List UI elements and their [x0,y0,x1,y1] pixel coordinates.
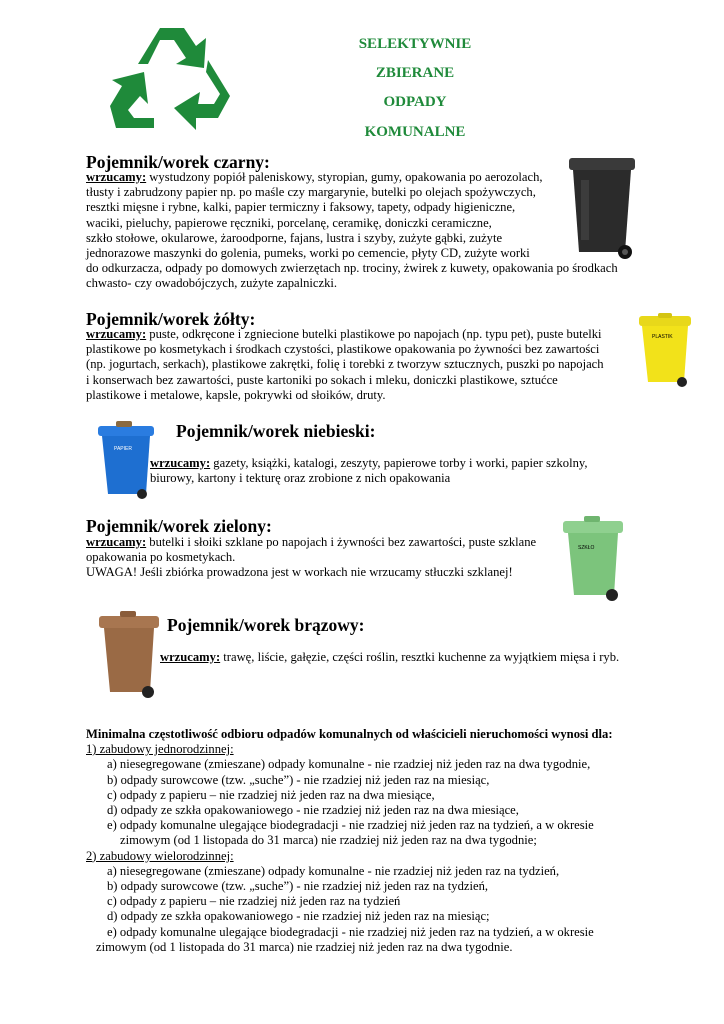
title-line-1: SELEKTYWNIE [358,36,472,52]
schedule-item: d) odpady ze szkła opakowaniowego - nie rzadziej niż jeden raz na dwa miesiące, [107,803,519,818]
schedule-item: a) niesegregowane (zmieszane) odpady komunalne - nie rzadziej niż jeden raz na tydzień, [107,863,560,878]
green-bin-icon [560,515,626,610]
brown-bin-icon [96,610,162,707]
green-text [86,535,536,581]
black-line: szkło stołowe, okularowe, żaroodporne, fajans, lustra i szyby, zużyte gąbki, zużyte [86,230,503,245]
schedule [86,727,613,955]
green-lead: wrzucamy: [86,535,147,549]
schedule-item: d) odpady ze szkła opakowaniowego - nie rzadziej niż jeden raz na miesiąc; [107,909,490,924]
recycle-icon [108,20,236,138]
schedule-item: zimowym (od 1 listopada do 31 marca) nie rzadziej niż jeden raz na dwa tygodnie; [120,833,537,848]
green-line: opakowania po kosmetykach. [86,550,236,565]
blue-line: biurowy, kartony i tekturę oraz zrobione z nich opakowania [150,471,451,486]
blue-bin-icon [96,420,156,507]
blue-bin-label: PAPIER [114,446,132,452]
schedule-item: c) odpady z papieru – nie rzadziej niż jeden raz na dwa miesiące, [107,787,435,802]
title-line-4: KOMUNALNE [364,124,466,140]
blue-heading: Pojemnik/worek niebieski: [176,421,376,441]
schedule-item: c) odpady z papieru – nie rzadziej niż jeden raz na tydzień [107,894,401,909]
schedule-item: e) odpady komunalne ulegające biodegradacji - nie rzadziej niż jeden raz na tydzień, a w okresie [107,924,594,939]
black-line: tłusty i zabrudzony papier np. po maśle czy margarynie, butelki po olejach spożywczych, [86,185,536,200]
yellow-bin-icon [636,312,694,397]
black-line: do odkurzacza, odpady po domowych zwierzętach np. trociny, żwirek z kuwety, opakowania po środkach [86,261,618,276]
brown-text [160,650,619,665]
schedule-heading: Minimalna częstotliwość odbioru odpadów komunalnych od właścicieli nieruchomości wynosi dla: [86,727,613,741]
schedule-item: zimowym (od 1 listopada do 31 marca) nie rzadziej niż jeden raz na dwa tygodnie. [96,939,513,954]
yellow-line: (np. jogurtach, serkach), plastikowe zakrętki, folię i torebki z tworzyw sztucznych, puszki po napojach [86,357,604,372]
yellow-bin-label: PLASTIK [652,334,673,340]
brown-line: trawę, liście, gałęzie, części roślin, resztki kuchenne za wyjątkiem mięsa i ryb. [220,650,620,664]
yellow-heading: Pojemnik/worek żółty: [86,309,256,329]
schedule-item: e) odpady komunalne ulegające biodegradacji - nie rzadziej niż jeden raz na tydzień, a w okresie [107,818,594,833]
title-line-3: ODPADY [383,94,447,110]
green-line: butelki i słoiki szklane po napojach i żywności bez zawartości, puste szklane [146,535,537,549]
yellow-line: puste, odkręcone i zgniecione butelki plastikowe po napojach (np. typu pet), puste butelki [146,327,602,341]
schedule-item: b) odpady surowcowe (tzw. „suche”) - nie rzadziej niż jeden raz na tydzień, [107,879,489,894]
schedule-item: a) niesegregowane (zmieszane) odpady komunalne - nie rzadziej niż jeden raz na dwa tygodnie, [107,757,591,772]
black-bin-icon [563,156,641,269]
black-line: wystudzony popiół paleniskowy, styropian, gumy, opakowania po aerozolach, [146,170,543,184]
black-heading: Pojemnik/worek czarny: [86,152,270,172]
brown-lead: wrzucamy: [160,650,221,664]
group1-label: 1) zabudowy jednorodzinnej: [86,742,234,757]
yellow-line: plastikowe i metalowe, kapsle, pokrywki od słoików, druty. [86,387,386,402]
brown-heading: Pojemnik/worek brązowy: [167,615,365,635]
yellow-line: plastikowe po kosmetykach i środkach czystości, plastikowe opakowania po żywności bez zawartości [86,342,600,357]
black-line: jednorazowe maszynki do golenia, pumeks, worki po cemencie, płyty CD, zużyte worki [86,246,530,261]
yellow-lead: wrzucamy: [86,327,147,341]
black-line: resztki mięsne i rybne, kalki, papier termiczny i faksowy, tapety, odpady higieniczne, [86,200,516,215]
yellow-text [86,327,604,403]
blue-text [150,456,588,486]
black-line: chwasto- czy owadobójczych, zużyte zapalniczki. [86,276,338,291]
blue-lead: wrzucamy: [150,456,211,470]
green-line: UWAGA! Jeśli zbiórka prowadzona jest w workach nie wrzucamy stłuczki szklanej! [86,565,513,580]
black-text [86,170,618,292]
blue-line: gazety, książki, katalogi, zeszyty, papierowe torby i worki, papier szkolny, [210,456,588,470]
title-line-2: ZBIERANE [375,65,455,81]
black-lead: wrzucamy: [86,170,147,184]
group2-label: 2) zabudowy wielorodzinnej: [86,848,234,863]
yellow-line: i konserwach bez zawartości, puste kartoniki po sokach i mleku, doniczki plastikowe, sztućce [86,372,558,387]
black-line: waciki, pieluchy, papierowe ręczniki, porcelanę, ceramikę, doniczki ceramiczne, [86,215,492,230]
green-heading: Pojemnik/worek zielony: [86,516,272,536]
schedule-item: b) odpady surowcowe (tzw. „suche”) - nie rzadziej niż jeden raz na miesiąc, [107,772,490,787]
green-bin-label: SZKŁO [578,545,595,551]
